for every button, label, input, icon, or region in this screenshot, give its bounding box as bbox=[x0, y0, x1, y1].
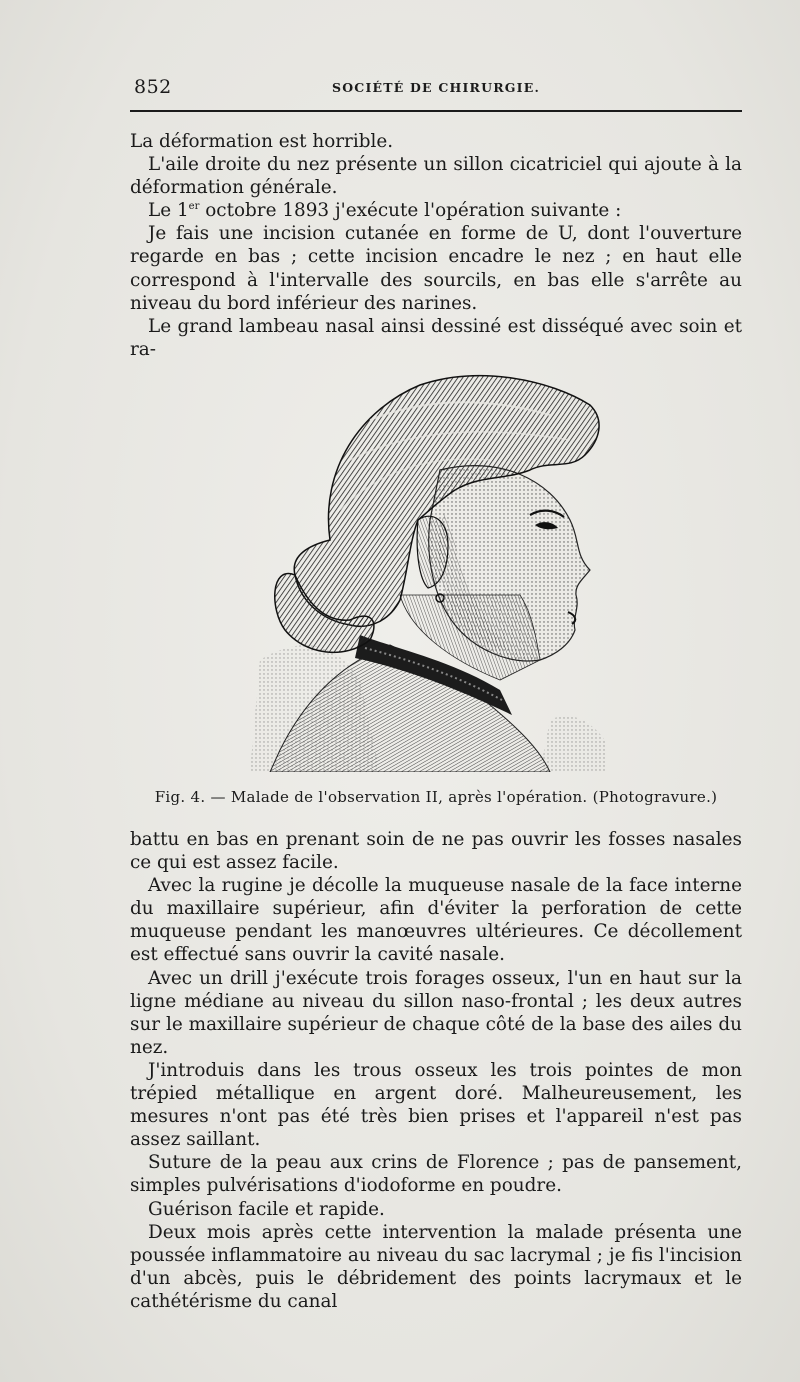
header-rule bbox=[130, 110, 742, 112]
figure-engraving-portrait bbox=[250, 360, 610, 772]
paragraph: Suture de la peau aux crins de Florence ; pas de pansement, simples pulvérisations d'iodoforme en poudre. bbox=[130, 1152, 742, 1197]
running-title: SOCIÉTÉ DE CHIRURGIE. bbox=[331, 80, 541, 95]
date-text-before: Le 1 bbox=[148, 200, 189, 222]
paragraph: Avec la rugine je décolle la muqueuse nasale de la face interne du maxillaire supérieur, afin d'éviter la perforation de cette muqueuse pendant les manœuvres ultérieures. Ce décollement est effectué sans ouvrir la cavité nasale. bbox=[130, 875, 742, 966]
paragraph: Le grand lambeau nasal ainsi dessiné est disséqué avec soin et ra- bbox=[130, 315, 742, 360]
text-block-bottom bbox=[130, 828, 742, 1313]
paragraph: Avec un drill j'exécute trois forages osseux, l'un en haut sur la ligne médiane au niveau du sillon naso-frontal ; les deux autres sur le maxillaire supérieur de chaque côté de la base des ailes du nez. bbox=[130, 967, 742, 1058]
paragraph-date bbox=[130, 199, 742, 222]
paragraph: Je fais une incision cutanée en forme de U, dont l'ouverture regarde en bas ; cette incision encadre le nez ; en haut elle correspond à l'intervalle des sourcils, en bas elle s'arrête au niveau du bord inférieur des narines. bbox=[130, 223, 742, 314]
paragraph: La déformation est horrible. bbox=[130, 131, 394, 152]
text-block-top bbox=[130, 130, 742, 361]
superscript: er bbox=[188, 201, 200, 213]
figure-caption: Fig. 4. — Malade de l'observation II, après l'opération. (Photogravure.) bbox=[154, 788, 718, 806]
paragraph: battu en bas en prenant soin de ne pas ouvrir les fosses nasales ce qui est assez facile. bbox=[130, 829, 742, 874]
date-text-after: octobre 1893 j'exécute l'opération suivante : bbox=[199, 200, 622, 222]
paragraph: L'aile droite du nez présente un sillon cicatriciel qui ajoute à la déformation générale. bbox=[130, 154, 742, 199]
page-number: 852 bbox=[134, 76, 172, 98]
paragraph: J'introduis dans les trous osseux les trois pointes de mon trépied métallique en argent doré. Malheureusement, les mesures n'ont pas été très bien prises et l'appareil n'est pas assez saillant. bbox=[130, 1059, 742, 1151]
page-header bbox=[130, 74, 742, 104]
paragraph: Guérison facile et rapide. bbox=[148, 1198, 385, 1220]
paragraph: Deux mois après cette intervention la malade présenta une poussée inflammatoire au niveau du sac lacrymal ; je fis l'incision d'un abcès, puis le débridement des points lacrymaux et le cathétérisme du canal bbox=[130, 1221, 742, 1312]
